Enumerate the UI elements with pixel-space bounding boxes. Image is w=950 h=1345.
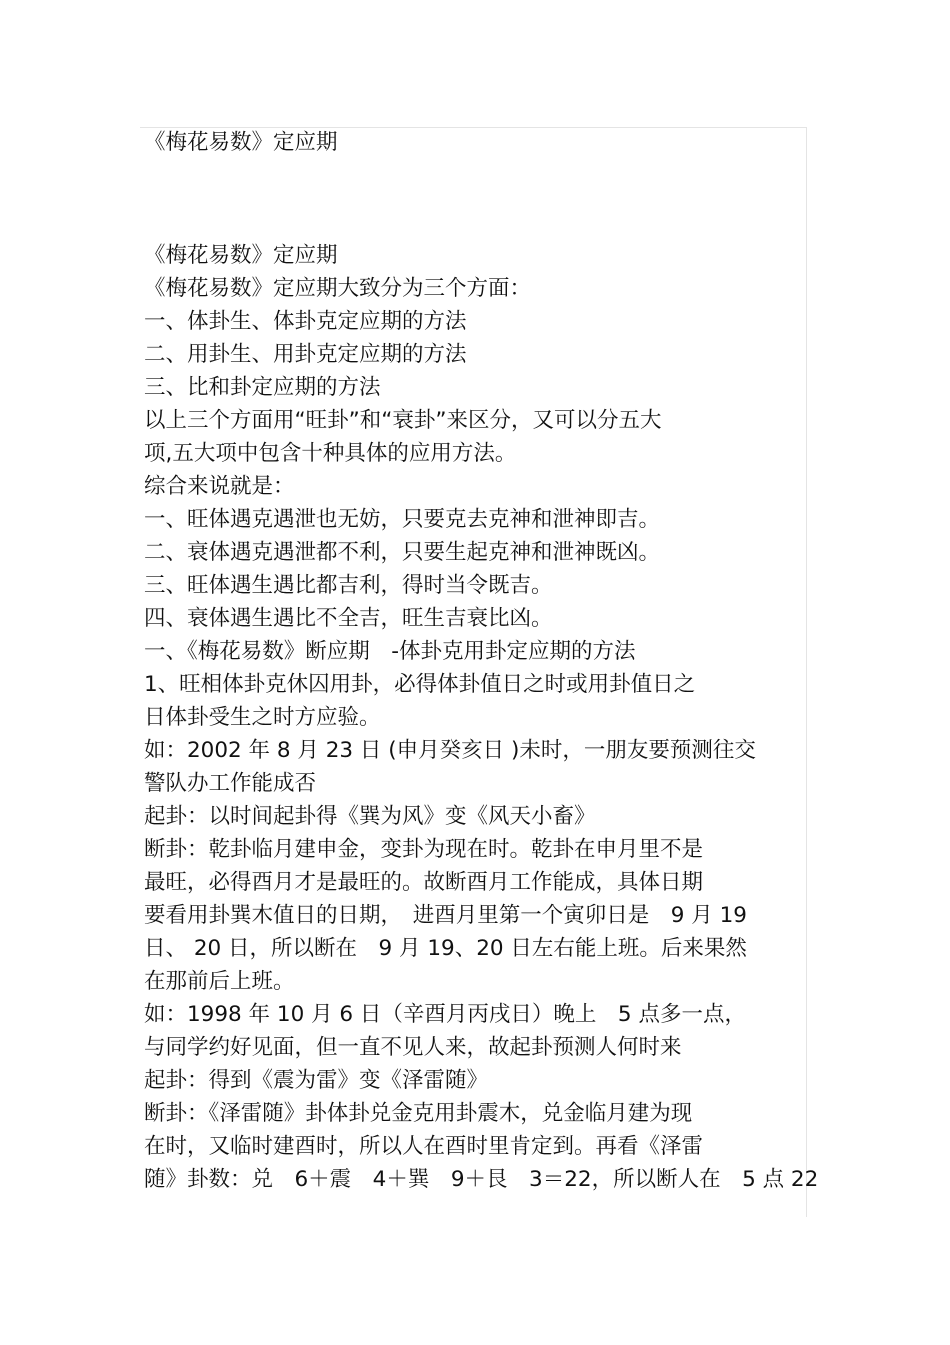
text-line: 如：1998 年 10 月 6 日（辛酉月丙戌日）晚上 5 点多一点，	[144, 1002, 746, 1027]
text-line: 三、比和卦定应期的方法	[144, 375, 381, 400]
text-line: 一、旺体遇克遇泄也无妨，只要克去克神和泄神即吉。	[144, 507, 661, 532]
text-line: 在那前后上班。	[144, 969, 295, 994]
text-line: 二、衰体遇克遇泄都不利，只要生起克神和泄神既凶。	[144, 540, 661, 565]
text-line: 如：2002 年 8 月 23 日 (申月癸亥日 )未时，一朋友要预测往交	[144, 738, 756, 763]
document-body	[144, 126, 819, 1196]
text-line: 在时，又临时建酉时，所以人在酉时里肯定到。再看《泽雷	[144, 1134, 704, 1159]
document-heading: 《梅花易数》定应期	[144, 130, 338, 155]
text-line: 项,五大项中包含十种具体的应用方法。	[144, 441, 517, 466]
text-line: 起卦：得到《震为雷》变《泽雷随》	[144, 1068, 489, 1093]
text-line: 一、体卦生、体卦克定应期的方法	[144, 309, 467, 334]
text-line: 以上三个方面用“旺卦”和“衰卦”来区分，又可以分五大	[144, 408, 662, 433]
text-line: 日体卦受生之时方应验。	[144, 705, 381, 730]
text-line: 《梅花易数》定应期大致分为三个方面：	[144, 276, 532, 301]
text-line: 要看用卦巽木值日的日期， 进酉月里第一个寅卯日是 9 月 19	[144, 903, 747, 928]
text-line: 断卦：《泽雷随》卦体卦兑金克用卦震木，兑金临月建为现	[144, 1101, 693, 1126]
text-line: 二、用卦生、用卦克定应期的方法	[144, 342, 467, 367]
text-line: 1、旺相体卦克休囚用卦，必得体卦值日之时或用卦值日之	[144, 672, 696, 697]
text-line: 综合来说就是：	[144, 474, 295, 499]
spacer	[144, 159, 812, 239]
text-line: 三、旺体遇生遇比都吉利，得时当令既吉。	[144, 573, 553, 598]
text-line: 起卦：以时间起卦得《巽为风》变《风天小畜》	[144, 804, 596, 829]
text-line: 《梅花易数》定应期	[144, 243, 338, 268]
text-line: 最旺，必得酉月才是最旺的。故断酉月工作能成，具体日期	[144, 870, 704, 895]
text-line: 一、《梅花易数》断应期 -体卦克用卦定应期的方法	[144, 639, 636, 664]
text-line: 与同学约好见面，但一直不见人来，故起卦预测人何时来	[144, 1035, 682, 1060]
text-line: 日、 20 日，所以断在 9 月 19、20 日左右能上班。后来果然	[144, 936, 747, 961]
text-line: 四、衰体遇生遇比不全吉，旺生吉衰比凶。	[144, 606, 553, 631]
text-line: 随》卦数：兑 6＋震 4＋巽 9＋艮 3＝22，所以断人在 5 点 22	[144, 1167, 819, 1192]
text-line: 警队办工作能成否	[144, 771, 317, 796]
text-line: 断卦：乾卦临月建申金，变卦为现在时。乾卦在申月里不是	[144, 837, 704, 862]
